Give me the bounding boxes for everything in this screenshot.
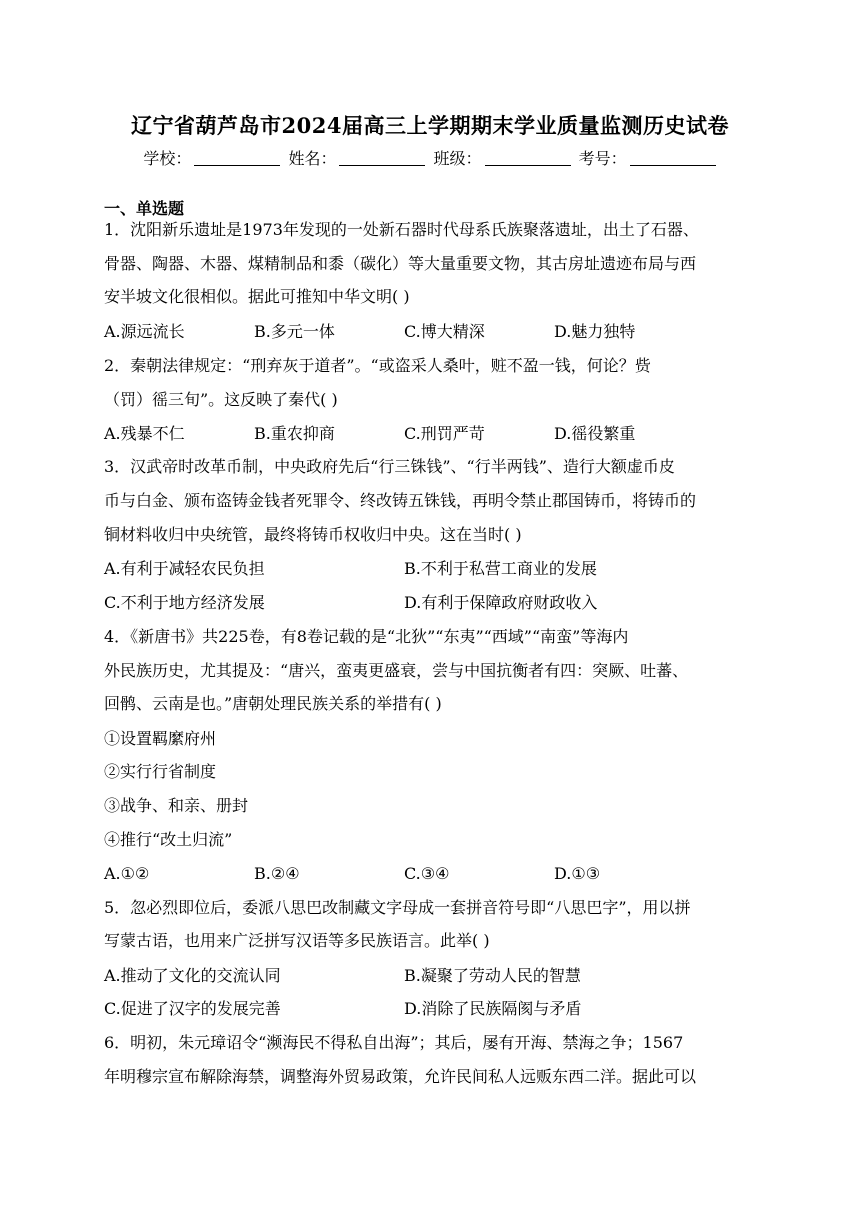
- question-1-option-b[interactable]: B.多元一体: [254, 322, 335, 341]
- question-6-line-2: 年明穆宗宣布解除海禁，调整海外贸易政策，允许民间私人远贩东西二洋。据此可以: [104, 1067, 697, 1086]
- class-blank[interactable]: [485, 151, 571, 166]
- name-label: 姓名：: [288, 149, 337, 168]
- question-4-item-1: ①设置羁縻府州: [104, 729, 217, 748]
- question-4-option-b[interactable]: B.②④: [254, 864, 300, 883]
- question-4-line-3: 回鹘、云南是也。”唐朝处理民族关系的举措有( ): [104, 694, 442, 713]
- section-heading: 一、单选题: [104, 199, 185, 218]
- question-4-line-2: 外民族历史，尤其提及：“唐兴，蛮夷更盛衰，尝与中国抗衡者有四：突厥、吐蕃、: [104, 661, 689, 680]
- question-2-option-b[interactable]: B.重农抑商: [254, 424, 335, 443]
- question-3-line-3: 铜材料收归中央统管，最终将铸币权收归中央。这在当时( ): [104, 525, 522, 544]
- question-3-option-c[interactable]: C.不利于地方经济发展: [104, 593, 265, 612]
- school-blank[interactable]: [194, 151, 280, 166]
- question-4-option-a[interactable]: A.①②: [104, 864, 150, 883]
- question-6-line-1: 6．明初，朱元璋诏令“濒海民不得私自出海”；其后，屡有开海、禁海之争；1567: [104, 1033, 684, 1052]
- question-1-line-2: 骨器、陶器、木器、煤精制品和黍（碳化）等大量重要文物，其古房址遗迹布局与西: [104, 254, 697, 273]
- question-3-option-a[interactable]: A.有利于减轻农民负担: [104, 559, 265, 578]
- question-4-option-d[interactable]: D.①③: [554, 864, 601, 883]
- question-5-option-b[interactable]: B.凝聚了劳动人民的智慧: [404, 966, 581, 985]
- question-1-option-d[interactable]: D.魅力独特: [554, 322, 636, 341]
- question-3-line-2: 币与白金、颁布盗铸金钱者死罪令、终改铸五铢钱，再明令禁止郡国铸币，将铸币的: [104, 491, 697, 510]
- question-4-item-4: ④推行“改土归流”: [104, 830, 233, 849]
- question-5-option-a[interactable]: A.推动了文化的交流认同: [104, 966, 281, 985]
- student-info-line: [0, 146, 860, 169]
- question-2-line-2: （罚）徭三旬”。这反映了秦代( ): [104, 390, 338, 409]
- question-4-item-3: ③战争、和亲、册封: [104, 796, 249, 815]
- name-blank[interactable]: [339, 151, 425, 166]
- question-2-line-1: 2．秦朝法律规定：“刑弃灰于道者”。“或盗采人桑叶，赃不盈一钱，何论？赀: [104, 356, 651, 375]
- question-1-option-a[interactable]: A.源远流长: [104, 322, 185, 341]
- question-5-line-1: 5．忽必烈即位后，委派八思巴改制藏文字母成一套拼音符号即“八思巴字”，用以拼: [104, 898, 691, 917]
- question-5-option-c[interactable]: C.促进了汉字的发展完善: [104, 999, 281, 1018]
- question-5-line-2: 写蒙古语，也用来广泛拼写汉语等多民族语言。此举( ): [104, 931, 490, 950]
- question-1-option-c[interactable]: C.博大精深: [404, 322, 485, 341]
- page-title: 辽宁省葫芦岛市2024届高三上学期期末学业质量监测历史试卷: [131, 113, 729, 138]
- exam-number-label: 考号：: [578, 149, 627, 168]
- question-3-option-d[interactable]: D.有利于保障政府财政收入: [404, 593, 598, 612]
- question-3-option-b[interactable]: B.不利于私营工商业的发展: [404, 559, 597, 578]
- question-4-item-2: ②实行行省制度: [104, 762, 217, 781]
- question-4-line-1: 4．《新唐书》共225卷，有8卷记载的是“北狄”“东夷”“西域”“南蛮”等海内: [104, 627, 629, 646]
- question-1-line-1: 1．沈阳新乐遗址是1973年发现的一处新石器时代母系氏族聚落遗址，出土了石器、: [104, 220, 699, 239]
- question-5-option-d[interactable]: D.消除了民族隔阂与矛盾: [404, 999, 582, 1018]
- question-4-option-c[interactable]: C.③④: [404, 864, 450, 883]
- school-label: 学校：: [143, 149, 192, 168]
- question-3-line-1: 3．汉武帝时改革币制，中央政府先后“行三铢钱”、“行半两钱”、造行大额虚币皮: [104, 457, 675, 476]
- question-2-option-a[interactable]: A.残暴不仁: [104, 424, 185, 443]
- class-label: 班级：: [433, 149, 482, 168]
- question-2-option-d[interactable]: D.徭役繁重: [554, 424, 636, 443]
- question-2-option-c[interactable]: C.刑罚严苛: [404, 424, 485, 443]
- exam-number-blank[interactable]: [630, 151, 716, 166]
- question-1-line-3: 安半坡文化很相似。据此可推知中华文明( ): [104, 287, 410, 306]
